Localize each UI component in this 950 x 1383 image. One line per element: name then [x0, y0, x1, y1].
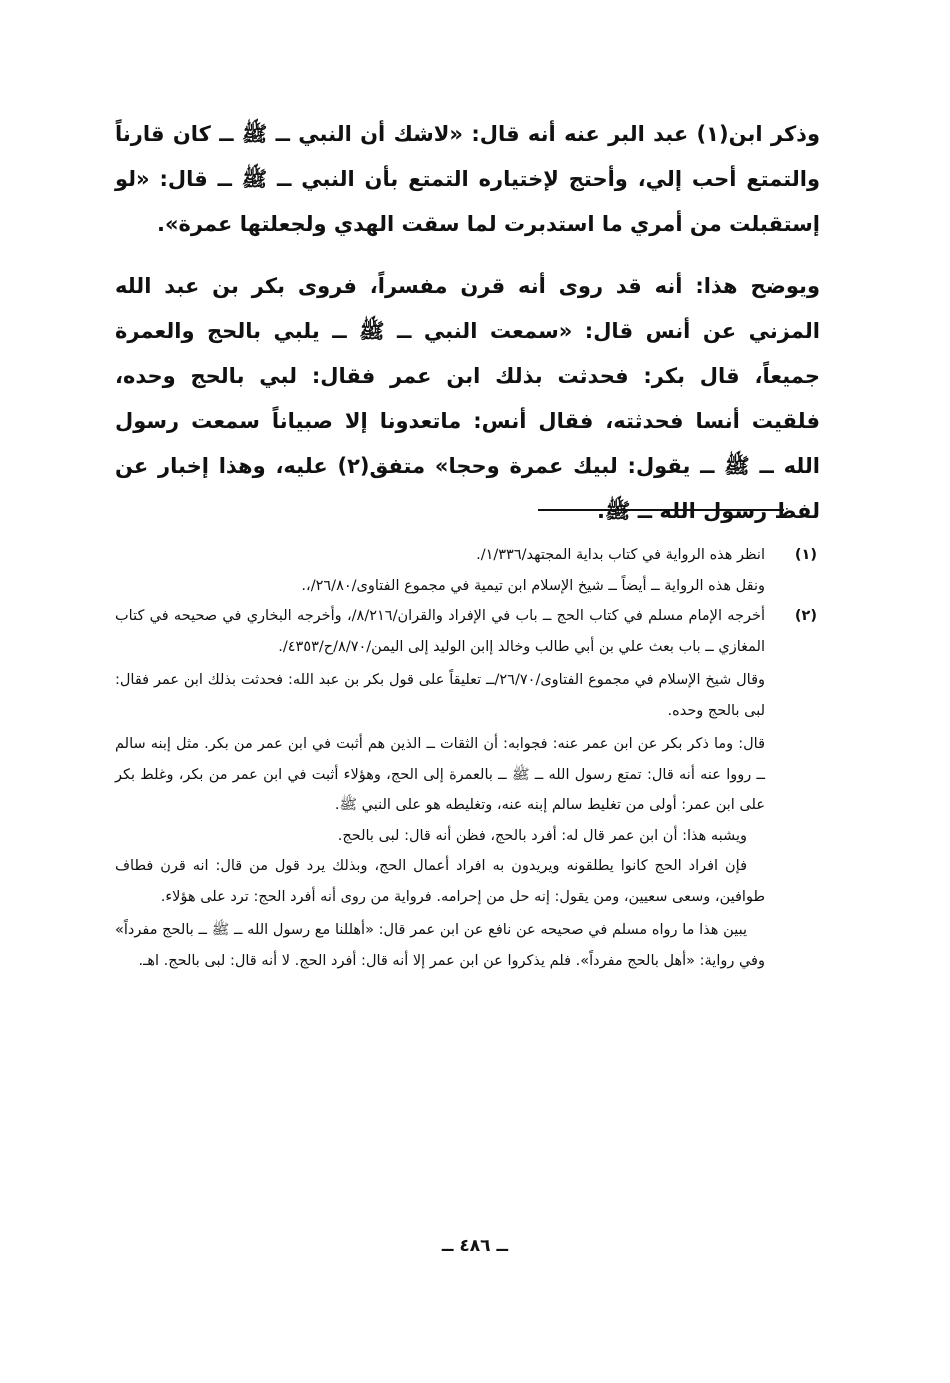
footnote-2-paragraph-4: ويشبه هذا: أن ابن عمر قال له: أفرد بالحج، فظن أنه قال: لبى بالحج.	[337, 827, 747, 844]
main-paragraph-1: وذكر ابن(١) عبد البر عنه أنه قال: «لاشك أن النبي ــ ﷺ ــ كان قارناً والتمتع أحب إلي، وأحتج لإختياره التمتع بأن النبي ــ ﷺ ــ قال: «لو إستقبلت من أمري ما استدبرت لما سقت الهدي ولجعلتها عمرة».	[115, 122, 820, 236]
main-paragraph-2: ويوضح هذا: أنه قد روى أنه قرن مفسراً، فروى بكر بن عبد الله المزني عن أنس قال: «سمعت النبي ــ ﷺ ــ يلبي بالحج والعمرة جميعاً، قال بكر: فحدثت بذلك ابن عمر فقال: لبي بالحج وحده، فلقيت أنسا فحدثته، فقال أنس: ماتعدونا إلا صبياناً سمعت رسول الله ــ ﷺ ــ يقول: لبيك عمرة وحجا» متفق(٢) عليه، وهذا إخبار عن لفظ رسول الله ــ ﷺ.	[115, 274, 820, 523]
footnote-number: (١)	[794, 547, 817, 563]
footnote-2-paragraph-3: قال: وما ذكر بكر عن ابن عمر عنه: فجوابه: أن الثقات ــ الذين هم أثبت في ابن عمر من بكر. مثل إبنه سالم ــ رووا عنه أنه قال: تمتع رسول الله ــ ﷺ ــ بالعمرة إلى الحج، وهؤلاء أثبت في ابن عمر من بكر، وغلط بكر على ابن عمر: أولى من تغليط سالم إبنه عنه، وتغليطه هو على النبي ﷺ.	[115, 736, 765, 813]
footnote-2	[115, 601, 820, 976]
footnote-number: (٢)	[794, 608, 817, 624]
footnote-2-paragraph-5: فإن افراد الحج كانوا يطلقونه ويريدون به افراد أعمال الحج، وبذلك يرد قول من قال: انه قرن فطاف طوافين، وسعى سعيين، ومن يقول: إنه حل من إحرامه. فرواية من روى أنه أفرد الحج: ترد على هؤلاء.	[115, 858, 765, 905]
footnotes	[115, 540, 820, 976]
footnote-separator	[538, 509, 784, 511]
footnote-2-paragraph-2: وقال شيخ الإسلام في مجموع الفتاوى/٢٦/٧٠/ــ تعليقاً على قول بكر بن عبد الله: فحدثت بذلك ابن عمر فقال: لبى بالحج وحده.	[115, 672, 766, 719]
footnote-1-line-2: ونقل هذه الرواية ــ أيضاً ــ شيخ الإسلام ابن تيمية في مجموع الفتاوى/٢٦/٨٠/،.	[301, 577, 765, 594]
page-number: ــ ٤٨٦ ــ	[441, 1236, 509, 1256]
footnote-1-line-1: انظر هذه الرواية في كتاب بداية المجتهد/١/٣٣٦/.	[476, 547, 765, 563]
footnote-2-paragraph-6: يبين هذا ما رواه مسلم في صحيحه عن نافع عن ابن عمر قال: «أهللنا مع رسول الله ــ ﷺ ــ بالحج مفرداً» وفي رواية: «أهل بالحج مفرداً». فلم يذكروا عن ابن عمر إلا أنه قال: أفرد الحج. لا أنه قال: لبى بالحج. اهـ.	[115, 922, 765, 969]
footnote-1	[115, 540, 820, 601]
footnote-2-paragraph-1: أخرجه الإمام مسلم في كتاب الحج ــ باب في الإفراد والقران/٨/٢١٦/، وأخرجه البخاري في صحيحه في كتاب المغازي ــ باب بعث علي بن أبي طالب وخالد إابن الوليد إلى اليمن/٨/٧٠/ح/٤٣٥٣/.	[115, 608, 765, 655]
main-text	[115, 112, 820, 534]
